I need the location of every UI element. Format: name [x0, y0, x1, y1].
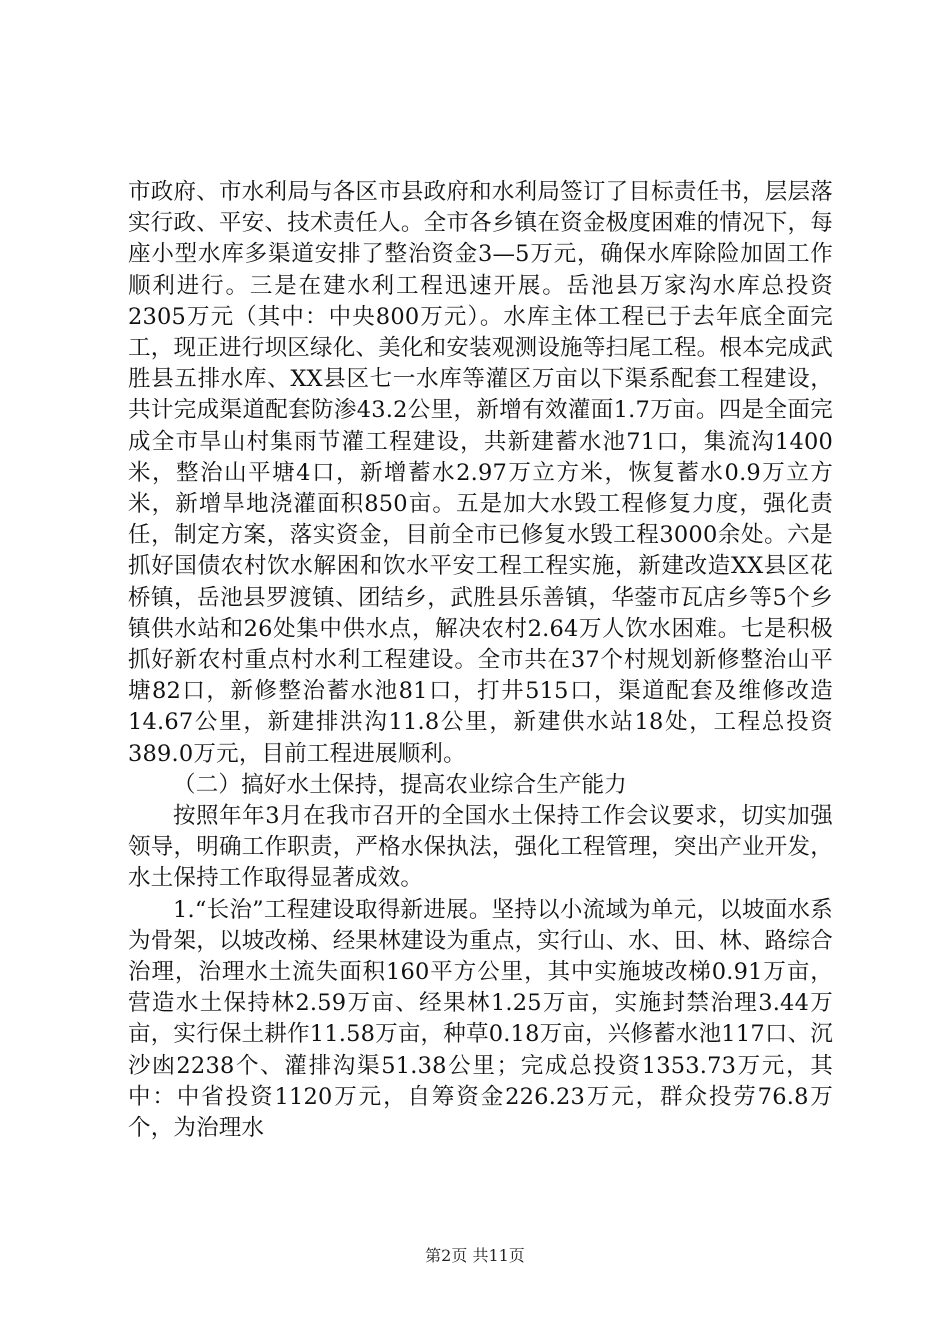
section-heading-soil-conservation: （二）搞好水土保持，提高农业综合生产能力	[173, 771, 628, 798]
document-body	[128, 177, 833, 1144]
paragraph-changzhi-project: 1.“长治”工程建设取得新进展。坚持以小流域为单元，以坡面水系为骨架，以坡改梯、经果林建设为重点，实行山、水、田、林、路综合治理，治理水土流失面积160平方公里，其中实施坡改梯0.91万亩，营造水土保持林2.59万亩、经果林1.25万亩，实施封禁治理3.44万亩，实行保土耕作11.58万亩，种草0.18万亩，兴修蓄水池117口、沉沙凼2238个、灌排沟渠51.38公里；完成总投资1353.73万元，其中：中省投资1120万元，自筹资金226.23万元，群众投劳76.8万个，为治理水	[128, 896, 833, 1142]
paragraph-soil-conservation-intro: 按照年年3月在我市召开的全国水土保持工作会议要求，切实加强领导，明确工作职责，严格水保执法，强化工程管理，突出产业开发，水土保持工作取得显著成效。	[128, 803, 833, 892]
paragraph-water-projects: 市政府、市水利局与各区市县政府和水利局签订了目标责任书，层层落实行政、平安、技术责任人。全市各乡镇在资金极度困难的情况下，每座小型水库多渠道安排了整治资金3—5万元，确保水库除险加固工作顺利进行。三是在建水利工程迅速开展。岳池县万家沟水库总投资2305万元（其中：中央800万元）。水库主体工程已于去年底全面完工，现正进行坝区绿化、美化和安装观测设施等扫尾工程。根本完成武胜县五排水库、XX县区七一水库等灌区万亩以下渠系配套工程建设，共计完成渠道配套防渗43.2公里，新增有效灌面1.7万亩。四是全面完成全市旱山村集雨节灌工程建设，共新建蓄水池71口，集流沟1400米，整治山平塘4口，新增蓄水2.97万立方米，恢复蓄水0.9万立方米，新增旱地浇灌面积850亩。五是加大水毁工程修复力度，强化责任，制定方案，落实资金，目前全市已修复水毁工程3000余处。六是抓好国债农村饮水解困和饮水平安工程工程实施，新建改造XX县区花桥镇，岳池县罗渡镇、团结乡，武胜县乐善镇，华蓥市瓦店乡等5个乡镇供水站和26处集中供水点，解决农村2.64万人饮水困难。七是积极抓好新农村重点村水利工程建设。全市共在37个村规划新修整治山平塘82口，新修整治蓄水池81口，打井515口，渠道配套及维修改造14.67公里，新建排洪沟11.8公里，新建供水站18处，工程总投资389.0万元，目前工程进展顺利。	[128, 179, 833, 767]
page-footer: 第2页 共11页	[425, 1246, 525, 1265]
